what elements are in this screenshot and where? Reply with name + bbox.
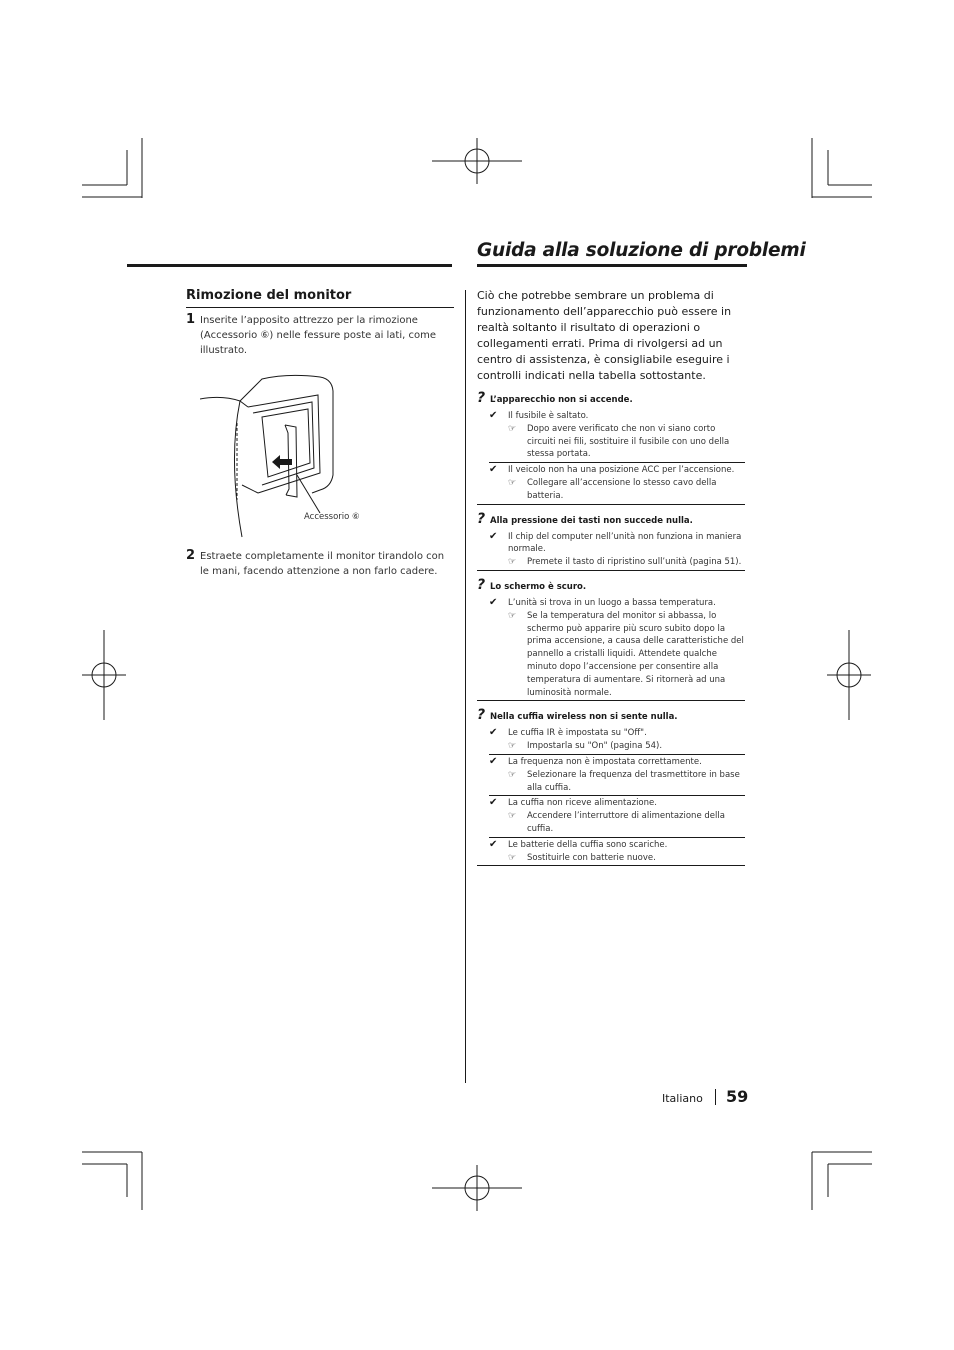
problem-remedy: ☞ Premete il tasto di ripristino sull’unità (pagina 51). (508, 557, 742, 568)
cause-divider (489, 462, 745, 463)
pointing-hand-icon: ☞ (508, 477, 517, 488)
problem-cause: ✔ L’unità si trova in un luogo a bassa temperatura. (489, 596, 716, 608)
check-icon: ✔ (489, 596, 498, 608)
problem-cause: ✔ Le batterie della cuffia sono scariche. (489, 838, 668, 850)
footer-language: Italiano (662, 1092, 703, 1105)
check-icon: ✔ (489, 464, 498, 476)
step-number: 2 (186, 548, 196, 563)
cause-divider (489, 795, 745, 796)
problem-cause: ✔ Le cuffia IR è impostata su "Off". (489, 727, 647, 739)
step-number: 1 (186, 312, 196, 327)
problem-question: Lo schermo è scuro. (490, 581, 587, 592)
problem-remedy: ☞ Accendere l’interruttore di alimentazione della cuffia. (508, 811, 725, 834)
problem-cause: ✔ Il chip del computer nell’unità non funziona in maniera normale. (489, 530, 742, 555)
section-rule (186, 307, 454, 308)
check-icon: ✔ (489, 727, 498, 739)
problem-question: L’apparecchio non si accende. (490, 395, 633, 405)
pointing-hand-icon: ☞ (508, 610, 517, 621)
column-divider (465, 290, 466, 1083)
problem-remedy: ☞ Collegare all’accensione lo stesso cavo della batteria. (508, 477, 717, 501)
intro-paragraph: Ciò che potrebbe sembrare un problema di funzionamento dell’apparecchio può essere in realtà soltanto il risultato di operazioni o collegamenti errati. Prima di rivolgersi ad un centro di assistenza, è consigliabile eseguire i controlli indicati nella tabella sottostante. (477, 289, 732, 382)
step-text: Inserite l’apposito attrezzo per la rimozione (Accessorio ⑥) nelle fessure poste ai lati, come illustrato. (200, 315, 437, 356)
check-icon: ✔ (489, 797, 498, 809)
pointing-hand-icon: ☞ (508, 557, 517, 568)
problem-item (477, 577, 745, 701)
problem-divider (477, 700, 745, 701)
problem-cause: ✔ Il veicolo non ha una posizione ACC per l’accensione. (489, 464, 735, 476)
question-icon: ? (477, 576, 486, 593)
problem-divider (477, 504, 745, 505)
problem-remedy: ☞ Selezionare la frequenza del trasmettitore in base alla cuffia. (508, 769, 740, 793)
page-number: 59 (726, 1087, 749, 1106)
problem-item (477, 390, 745, 505)
problem-cause: ✔ Il fusibile è saltato. (489, 410, 589, 421)
check-icon: ✔ (489, 530, 498, 542)
pointing-hand-icon: ☞ (508, 741, 517, 752)
problem-remedy: ☞ Se la temperatura del monitor si abbassa, lo schermo può apparire più scuro subito dopo la prima accensione, a causa delle caratteristiche del pannello a cristalli liquidi. Attendete qualche minuto dopo l’accensione per consentire alla temperatura di aumentare. Si ritornerà ad una luminosità normale. (508, 610, 744, 698)
pointing-hand-icon: ☞ (508, 852, 517, 863)
problem-cause: ✔ La cuffia non riceve alimentazione. (489, 797, 657, 809)
question-icon: ? (477, 390, 486, 406)
problem-cause: ✔ La frequenza non è impostata correttamente. (489, 755, 702, 767)
pointing-hand-icon: ☞ (508, 811, 517, 822)
pointing-hand-icon: ☞ (508, 769, 517, 780)
problem-divider (477, 865, 745, 866)
question-icon: ? (477, 707, 486, 724)
problem-question: Alla pressione dei tasti non succede nulla. (490, 515, 693, 526)
problem-remedy: ☞ Sostituirle con batterie nuove. (508, 852, 656, 863)
check-icon: ✔ (489, 838, 498, 850)
problem-question: Nella cuffia wireless non si sente nulla. (490, 712, 678, 723)
troubleshooting-list (477, 390, 745, 872)
section-title: Rimozione del monitor (186, 288, 352, 303)
problem-remedy: ☞ Dopo avere verificato che non vi siano corto circuiti nei fili, sostituire il fusibile con uno della stessa portata. (508, 423, 730, 460)
cause-divider (489, 837, 745, 838)
cause-divider (489, 754, 745, 755)
check-icon: ✔ (489, 410, 498, 421)
left-header-rule (127, 264, 452, 267)
figure-label: Accessorio ⑥ (304, 512, 360, 522)
page-title: Guida alla soluzione di problemi (477, 240, 806, 261)
step-text: Estraete completamente il monitor tirandolo con le mani, facendo attenzione a non farlo cadere. (200, 551, 445, 577)
question-icon: ? (477, 510, 486, 527)
footer-separator (715, 1089, 716, 1105)
problem-divider (477, 570, 745, 571)
problem-remedy: ☞ Impostarla su "On" (pagina 54). (508, 741, 663, 752)
title-underline (477, 264, 747, 267)
problem-item (477, 707, 745, 866)
problem-item (477, 511, 745, 571)
pointing-hand-icon: ☞ (508, 423, 517, 434)
check-icon: ✔ (489, 755, 498, 767)
